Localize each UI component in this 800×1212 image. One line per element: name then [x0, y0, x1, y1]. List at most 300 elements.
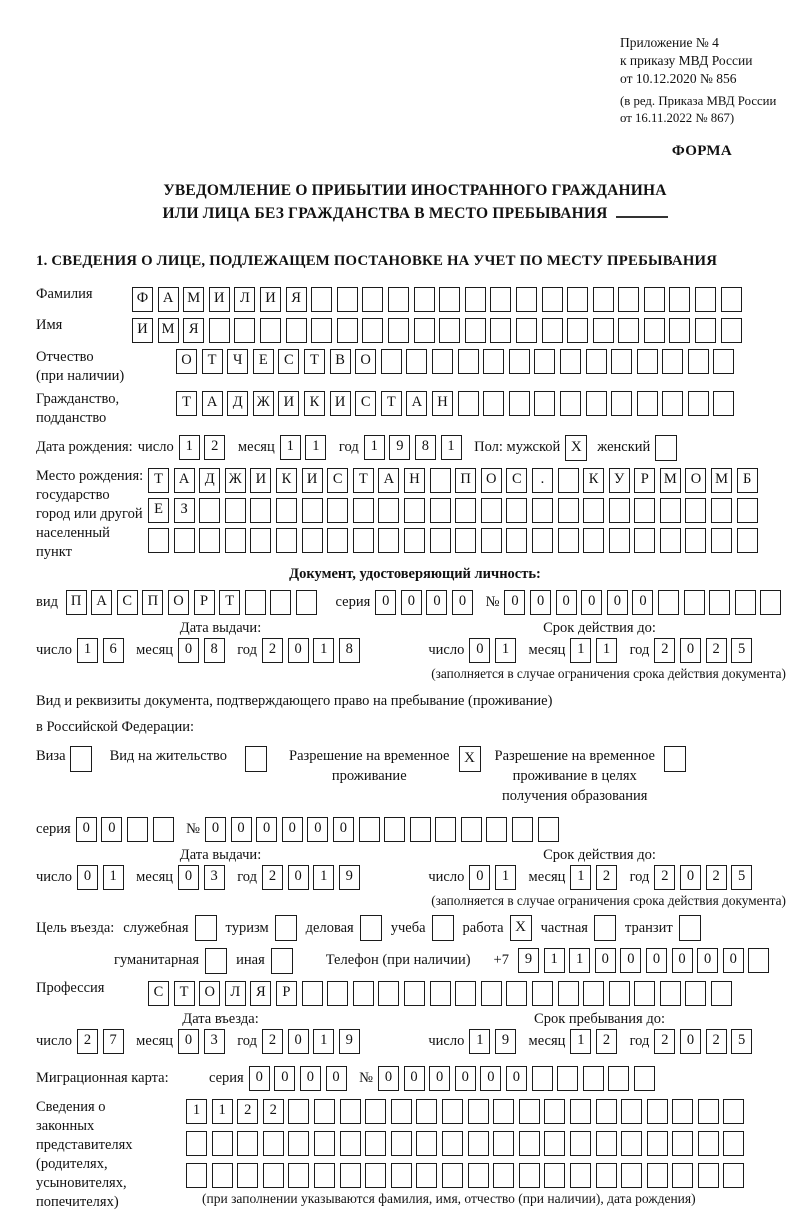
char-cell[interactable]	[410, 817, 431, 842]
char-cell[interactable]	[199, 498, 220, 523]
char-cell[interactable]	[237, 1163, 258, 1188]
checkbox-purpose-work[interactable]: X	[510, 915, 532, 941]
checkbox-visa[interactable]	[70, 746, 92, 772]
char-cell[interactable]: 0	[646, 948, 667, 973]
char-cell[interactable]: 0	[632, 590, 653, 615]
char-cell[interactable]	[698, 1163, 719, 1188]
char-cell[interactable]: 1	[313, 638, 334, 663]
char-cell[interactable]: 0	[101, 817, 122, 842]
char-cell[interactable]: 0	[480, 1066, 501, 1091]
char-cell[interactable]	[225, 528, 246, 553]
char-cell[interactable]	[688, 391, 709, 416]
char-cell[interactable]	[404, 528, 425, 553]
char-cell[interactable]	[567, 287, 588, 312]
char-cell[interactable]	[225, 498, 246, 523]
char-cell[interactable]	[560, 349, 581, 374]
char-cell[interactable]: 0	[426, 590, 447, 615]
char-cell[interactable]: 0	[326, 1066, 347, 1091]
char-cell[interactable]	[669, 318, 690, 343]
char-cell[interactable]: 8	[204, 638, 225, 663]
char-cell[interactable]	[288, 1131, 309, 1156]
char-cell[interactable]	[384, 817, 405, 842]
char-cell[interactable]: К	[276, 468, 297, 493]
char-cell[interactable]	[534, 349, 555, 374]
char-cell[interactable]	[263, 1131, 284, 1156]
char-cell[interactable]: К	[583, 468, 604, 493]
char-cell[interactable]	[621, 1131, 642, 1156]
char-cell[interactable]	[263, 1163, 284, 1188]
char-cell[interactable]	[557, 1066, 578, 1091]
char-cell[interactable]	[250, 528, 271, 553]
char-cell[interactable]	[711, 498, 732, 523]
char-cell[interactable]: А	[406, 391, 427, 416]
char-cell[interactable]	[634, 528, 655, 553]
char-cell[interactable]: З	[174, 498, 195, 523]
char-cell[interactable]: И	[250, 468, 271, 493]
char-cell[interactable]	[186, 1131, 207, 1156]
char-cell[interactable]	[660, 528, 681, 553]
char-cell[interactable]	[586, 391, 607, 416]
char-cell[interactable]	[406, 349, 427, 374]
char-cell[interactable]: 0	[680, 1029, 701, 1054]
char-cell[interactable]	[493, 1163, 514, 1188]
char-cell[interactable]	[493, 1099, 514, 1124]
char-cell[interactable]: 2	[262, 638, 283, 663]
char-cell[interactable]	[481, 498, 502, 523]
char-cell[interactable]	[362, 318, 383, 343]
char-cell[interactable]: 0	[680, 865, 701, 890]
char-cell[interactable]: 2	[654, 1029, 675, 1054]
char-cell[interactable]	[621, 1099, 642, 1124]
char-cell[interactable]	[442, 1099, 463, 1124]
char-cell[interactable]: Я	[183, 318, 204, 343]
char-cell[interactable]: С	[148, 981, 169, 1006]
char-cell[interactable]	[672, 1163, 693, 1188]
char-cell[interactable]: 1	[495, 865, 516, 890]
char-cell[interactable]	[586, 349, 607, 374]
char-cell[interactable]: 0	[256, 817, 277, 842]
char-cell[interactable]: С	[506, 468, 527, 493]
char-cell[interactable]	[483, 349, 504, 374]
char-cell[interactable]	[685, 528, 706, 553]
char-cell[interactable]: К	[304, 391, 325, 416]
char-cell[interactable]: О	[199, 981, 220, 1006]
char-cell[interactable]	[465, 287, 486, 312]
char-cell[interactable]: 2	[204, 435, 225, 460]
char-cell[interactable]: П	[66, 590, 87, 615]
char-cell[interactable]: 0	[401, 590, 422, 615]
char-cell[interactable]	[148, 528, 169, 553]
checkbox-purpose-transit[interactable]	[679, 915, 701, 941]
char-cell[interactable]: 1	[280, 435, 301, 460]
checkbox-female[interactable]	[655, 435, 677, 461]
char-cell[interactable]: В	[330, 349, 351, 374]
char-cell[interactable]	[430, 528, 451, 553]
char-cell[interactable]	[567, 318, 588, 343]
char-cell[interactable]: 1	[544, 948, 565, 973]
char-cell[interactable]: Н	[404, 468, 425, 493]
char-cell[interactable]: 5	[731, 638, 752, 663]
char-cell[interactable]: 2	[262, 1029, 283, 1054]
char-cell[interactable]: 0	[404, 1066, 425, 1091]
char-cell[interactable]	[378, 498, 399, 523]
char-cell[interactable]: 0	[288, 865, 309, 890]
char-cell[interactable]: Л	[234, 287, 255, 312]
char-cell[interactable]: 0	[556, 590, 577, 615]
char-cell[interactable]: 0	[607, 590, 628, 615]
char-cell[interactable]: 0	[672, 948, 693, 973]
char-cell[interactable]	[490, 318, 511, 343]
char-cell[interactable]: М	[158, 318, 179, 343]
char-cell[interactable]: 9	[339, 865, 360, 890]
char-cell[interactable]	[490, 287, 511, 312]
char-cell[interactable]: 0	[288, 638, 309, 663]
char-cell[interactable]	[735, 590, 756, 615]
checkbox-residence-permit[interactable]	[245, 746, 267, 772]
char-cell[interactable]	[509, 391, 530, 416]
char-cell[interactable]	[711, 528, 732, 553]
char-cell[interactable]: С	[355, 391, 376, 416]
char-cell[interactable]: Е	[148, 498, 169, 523]
char-cell[interactable]	[709, 590, 730, 615]
char-cell[interactable]: И	[260, 287, 281, 312]
char-cell[interactable]	[647, 1163, 668, 1188]
char-cell[interactable]	[353, 981, 374, 1006]
char-cell[interactable]	[512, 817, 533, 842]
char-cell[interactable]	[461, 817, 482, 842]
char-cell[interactable]	[455, 981, 476, 1006]
char-cell[interactable]	[721, 287, 742, 312]
char-cell[interactable]: 2	[77, 1029, 98, 1054]
char-cell[interactable]	[593, 318, 614, 343]
char-cell[interactable]	[234, 318, 255, 343]
char-cell[interactable]	[611, 349, 632, 374]
char-cell[interactable]	[468, 1131, 489, 1156]
char-cell[interactable]: 2	[706, 638, 727, 663]
char-cell[interactable]	[468, 1099, 489, 1124]
char-cell[interactable]	[558, 498, 579, 523]
char-cell[interactable]	[199, 528, 220, 553]
char-cell[interactable]: У	[609, 468, 630, 493]
checkbox-purpose-private[interactable]	[594, 915, 616, 941]
char-cell[interactable]: 0	[504, 590, 525, 615]
char-cell[interactable]	[713, 349, 734, 374]
char-cell[interactable]: 3	[204, 865, 225, 890]
char-cell[interactable]	[532, 1066, 553, 1091]
char-cell[interactable]: 0	[452, 590, 473, 615]
char-cell[interactable]	[634, 1066, 655, 1091]
char-cell[interactable]: И	[330, 391, 351, 416]
checkbox-purpose-official[interactable]	[195, 915, 217, 941]
char-cell[interactable]: 0	[697, 948, 718, 973]
char-cell[interactable]: 1	[570, 638, 591, 663]
char-cell[interactable]: Д	[199, 468, 220, 493]
char-cell[interactable]: 1	[186, 1099, 207, 1124]
char-cell[interactable]: Т	[174, 981, 195, 1006]
char-cell[interactable]	[760, 590, 781, 615]
char-cell[interactable]: 0	[469, 865, 490, 890]
char-cell[interactable]: 5	[731, 1029, 752, 1054]
char-cell[interactable]	[414, 287, 435, 312]
char-cell[interactable]: 0	[333, 817, 354, 842]
char-cell[interactable]	[486, 817, 507, 842]
char-cell[interactable]: И	[278, 391, 299, 416]
char-cell[interactable]: Т	[304, 349, 325, 374]
char-cell[interactable]: 2	[262, 865, 283, 890]
char-cell[interactable]	[542, 318, 563, 343]
char-cell[interactable]: М	[660, 468, 681, 493]
char-cell[interactable]: Б	[737, 468, 758, 493]
char-cell[interactable]	[658, 590, 679, 615]
char-cell[interactable]	[270, 590, 291, 615]
char-cell[interactable]	[416, 1099, 437, 1124]
char-cell[interactable]: 8	[339, 638, 360, 663]
char-cell[interactable]	[365, 1099, 386, 1124]
char-cell[interactable]: 1	[495, 638, 516, 663]
char-cell[interactable]: 2	[706, 865, 727, 890]
char-cell[interactable]	[127, 817, 148, 842]
char-cell[interactable]	[209, 318, 230, 343]
char-cell[interactable]	[516, 318, 537, 343]
char-cell[interactable]	[634, 498, 655, 523]
char-cell[interactable]: 1	[469, 1029, 490, 1054]
char-cell[interactable]	[391, 1163, 412, 1188]
char-cell[interactable]	[416, 1131, 437, 1156]
char-cell[interactable]	[391, 1099, 412, 1124]
checkbox-purpose-other[interactable]	[271, 948, 293, 974]
char-cell[interactable]: 8	[415, 435, 436, 460]
char-cell[interactable]: 0	[595, 948, 616, 973]
char-cell[interactable]	[685, 498, 706, 523]
char-cell[interactable]	[439, 318, 460, 343]
char-cell[interactable]	[570, 1131, 591, 1156]
char-cell[interactable]: 0	[620, 948, 641, 973]
checkbox-male[interactable]: X	[565, 435, 587, 461]
char-cell[interactable]	[609, 498, 630, 523]
char-cell[interactable]	[481, 528, 502, 553]
char-cell[interactable]: 0	[378, 1066, 399, 1091]
char-cell[interactable]	[570, 1099, 591, 1124]
char-cell[interactable]	[465, 318, 486, 343]
char-cell[interactable]: А	[158, 287, 179, 312]
char-cell[interactable]	[245, 590, 266, 615]
char-cell[interactable]	[519, 1131, 540, 1156]
char-cell[interactable]	[621, 1163, 642, 1188]
char-cell[interactable]: А	[378, 468, 399, 493]
char-cell[interactable]: 2	[706, 1029, 727, 1054]
char-cell[interactable]	[430, 468, 451, 493]
char-cell[interactable]	[669, 287, 690, 312]
char-cell[interactable]	[430, 981, 451, 1006]
checkbox-temp-residence-edu[interactable]	[664, 746, 686, 772]
char-cell[interactable]	[311, 287, 332, 312]
char-cell[interactable]	[237, 1131, 258, 1156]
char-cell[interactable]: 0	[231, 817, 252, 842]
char-cell[interactable]: 1	[313, 1029, 334, 1054]
char-cell[interactable]	[593, 287, 614, 312]
char-cell[interactable]	[748, 948, 769, 973]
char-cell[interactable]: 0	[469, 638, 490, 663]
char-cell[interactable]	[250, 498, 271, 523]
char-cell[interactable]	[288, 1163, 309, 1188]
char-cell[interactable]: 7	[103, 1029, 124, 1054]
char-cell[interactable]: 1	[364, 435, 385, 460]
char-cell[interactable]	[288, 1099, 309, 1124]
char-cell[interactable]: И	[132, 318, 153, 343]
char-cell[interactable]: 9	[389, 435, 410, 460]
char-cell[interactable]: 1	[212, 1099, 233, 1124]
char-cell[interactable]: Д	[227, 391, 248, 416]
char-cell[interactable]: П	[455, 468, 476, 493]
checkbox-purpose-humanitarian[interactable]	[205, 948, 227, 974]
char-cell[interactable]: 1	[596, 638, 617, 663]
char-cell[interactable]	[286, 318, 307, 343]
char-cell[interactable]: Ф	[132, 287, 153, 312]
char-cell[interactable]	[713, 391, 734, 416]
char-cell[interactable]	[302, 981, 323, 1006]
char-cell[interactable]	[596, 1131, 617, 1156]
char-cell[interactable]: 0	[455, 1066, 476, 1091]
char-cell[interactable]	[186, 1163, 207, 1188]
char-cell[interactable]: О	[355, 349, 376, 374]
char-cell[interactable]: С	[278, 349, 299, 374]
char-cell[interactable]	[378, 981, 399, 1006]
char-cell[interactable]: 0	[375, 590, 396, 615]
checkbox-temp-residence[interactable]: X	[459, 746, 481, 772]
char-cell[interactable]: Т	[353, 468, 374, 493]
char-cell[interactable]	[340, 1131, 361, 1156]
char-cell[interactable]	[685, 981, 706, 1006]
char-cell[interactable]: 2	[237, 1099, 258, 1124]
char-cell[interactable]	[353, 498, 374, 523]
char-cell[interactable]: 1	[570, 1029, 591, 1054]
char-cell[interactable]: 1	[77, 638, 98, 663]
char-cell[interactable]: 0	[249, 1066, 270, 1091]
char-cell[interactable]: Я	[286, 287, 307, 312]
char-cell[interactable]	[672, 1099, 693, 1124]
char-cell[interactable]	[359, 817, 380, 842]
char-cell[interactable]	[723, 1131, 744, 1156]
char-cell[interactable]: 1	[441, 435, 462, 460]
char-cell[interactable]	[153, 817, 174, 842]
char-cell[interactable]	[596, 1099, 617, 1124]
char-cell[interactable]: 0	[178, 865, 199, 890]
char-cell[interactable]	[583, 1066, 604, 1091]
char-cell[interactable]	[388, 287, 409, 312]
char-cell[interactable]	[362, 287, 383, 312]
char-cell[interactable]	[468, 1163, 489, 1188]
char-cell[interactable]: 1	[313, 865, 334, 890]
char-cell[interactable]: Р	[276, 981, 297, 1006]
char-cell[interactable]	[276, 528, 297, 553]
char-cell[interactable]	[544, 1131, 565, 1156]
char-cell[interactable]: М	[183, 287, 204, 312]
char-cell[interactable]	[430, 498, 451, 523]
char-cell[interactable]	[327, 528, 348, 553]
char-cell[interactable]: 2	[596, 1029, 617, 1054]
char-cell[interactable]	[644, 287, 665, 312]
char-cell[interactable]	[618, 318, 639, 343]
char-cell[interactable]	[558, 981, 579, 1006]
char-cell[interactable]	[481, 981, 502, 1006]
char-cell[interactable]: П	[142, 590, 163, 615]
char-cell[interactable]	[544, 1099, 565, 1124]
char-cell[interactable]	[532, 528, 553, 553]
char-cell[interactable]: А	[174, 468, 195, 493]
char-cell[interactable]	[404, 981, 425, 1006]
char-cell[interactable]: А	[91, 590, 112, 615]
char-cell[interactable]	[353, 528, 374, 553]
char-cell[interactable]	[583, 981, 604, 1006]
char-cell[interactable]	[662, 391, 683, 416]
checkbox-purpose-tourism[interactable]	[275, 915, 297, 941]
char-cell[interactable]	[442, 1163, 463, 1188]
char-cell[interactable]	[388, 318, 409, 343]
char-cell[interactable]	[644, 318, 665, 343]
char-cell[interactable]: 2	[263, 1099, 284, 1124]
checkbox-purpose-study[interactable]	[432, 915, 454, 941]
char-cell[interactable]: 1	[570, 865, 591, 890]
char-cell[interactable]	[695, 318, 716, 343]
char-cell[interactable]	[634, 981, 655, 1006]
char-cell[interactable]: Р	[634, 468, 655, 493]
char-cell[interactable]	[660, 498, 681, 523]
char-cell[interactable]	[698, 1099, 719, 1124]
char-cell[interactable]: 0	[300, 1066, 321, 1091]
char-cell[interactable]	[609, 981, 630, 1006]
char-cell[interactable]	[583, 498, 604, 523]
char-cell[interactable]: 0	[178, 1029, 199, 1054]
char-cell[interactable]	[542, 287, 563, 312]
char-cell[interactable]	[558, 468, 579, 493]
char-cell[interactable]	[442, 1131, 463, 1156]
char-cell[interactable]	[660, 981, 681, 1006]
char-cell[interactable]	[391, 1131, 412, 1156]
char-cell[interactable]	[519, 1163, 540, 1188]
char-cell[interactable]: С	[117, 590, 138, 615]
char-cell[interactable]	[532, 981, 553, 1006]
char-cell[interactable]: Я	[250, 981, 271, 1006]
char-cell[interactable]: И	[209, 287, 230, 312]
char-cell[interactable]: О	[481, 468, 502, 493]
char-cell[interactable]	[558, 528, 579, 553]
char-cell[interactable]	[647, 1099, 668, 1124]
char-cell[interactable]: 5	[731, 865, 752, 890]
char-cell[interactable]	[637, 391, 658, 416]
char-cell[interactable]	[723, 1163, 744, 1188]
char-cell[interactable]: 2	[654, 865, 675, 890]
char-cell[interactable]: 0	[205, 817, 226, 842]
char-cell[interactable]: 2	[596, 865, 617, 890]
char-cell[interactable]	[684, 590, 705, 615]
char-cell[interactable]: 0	[723, 948, 744, 973]
char-cell[interactable]	[340, 1099, 361, 1124]
char-cell[interactable]	[439, 287, 460, 312]
char-cell[interactable]	[493, 1131, 514, 1156]
char-cell[interactable]: 0	[429, 1066, 450, 1091]
char-cell[interactable]: 1	[569, 948, 590, 973]
char-cell[interactable]	[544, 1163, 565, 1188]
char-cell[interactable]: 0	[77, 865, 98, 890]
char-cell[interactable]	[538, 817, 559, 842]
char-cell[interactable]	[583, 528, 604, 553]
char-cell[interactable]	[458, 391, 479, 416]
char-cell[interactable]: 1	[305, 435, 326, 460]
char-cell[interactable]	[414, 318, 435, 343]
char-cell[interactable]	[455, 498, 476, 523]
char-cell[interactable]: Т	[219, 590, 240, 615]
char-cell[interactable]: Т	[202, 349, 223, 374]
